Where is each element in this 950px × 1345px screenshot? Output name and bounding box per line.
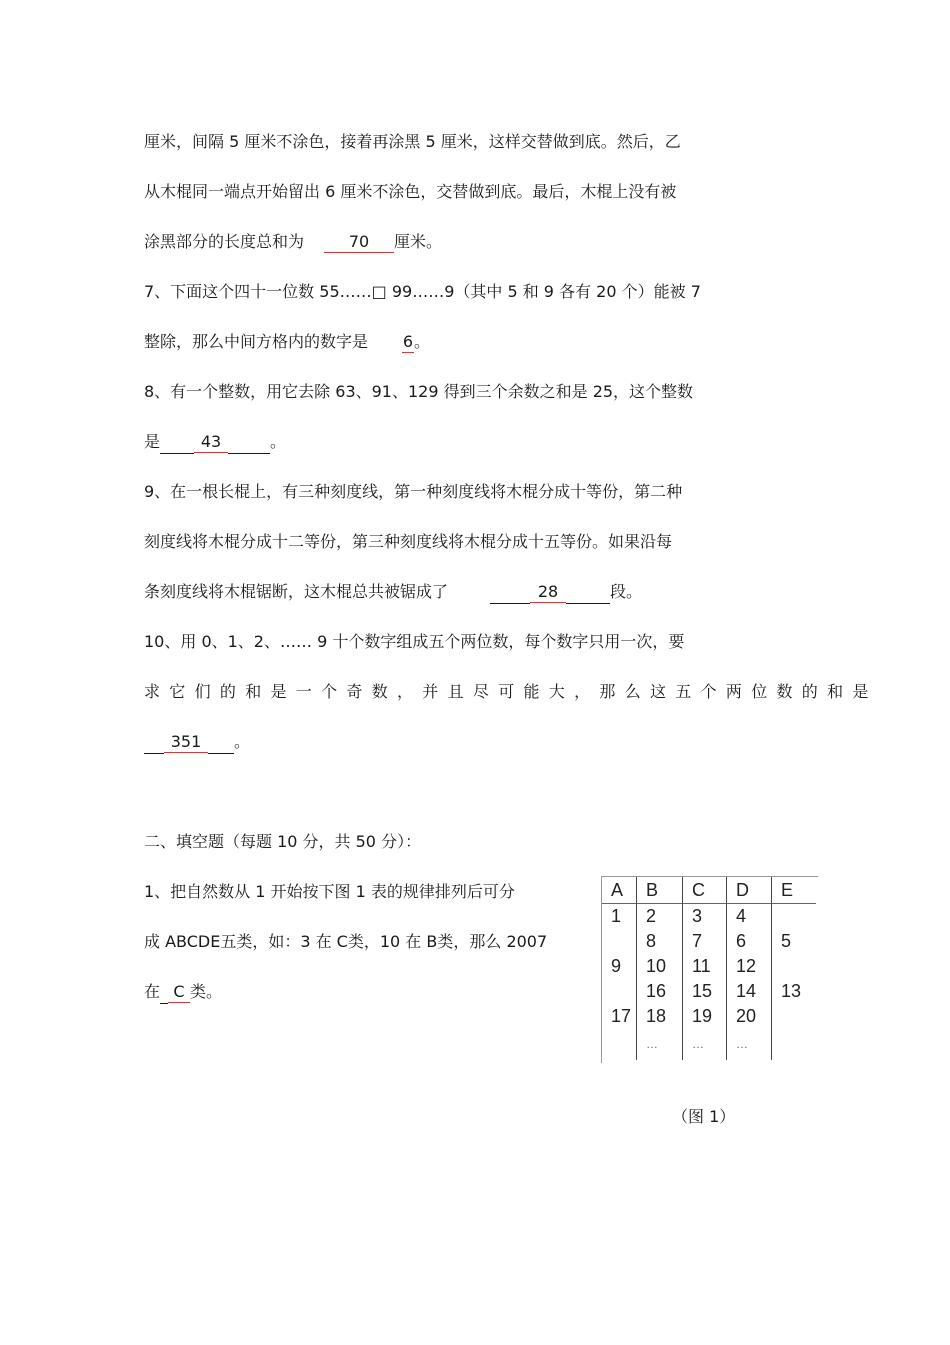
- fig-cell: 17: [602, 1004, 637, 1028]
- fig-cell: 12: [727, 954, 772, 979]
- fig-cell: [772, 1004, 816, 1028]
- q7-answer: 6: [402, 332, 414, 351]
- q8-line-2: [144, 431, 286, 454]
- fig-header-b: B: [637, 877, 683, 904]
- q10-line-3: [144, 731, 250, 754]
- figure-1-caption: （图 1）: [672, 1107, 736, 1126]
- figure-1-table: [601, 876, 818, 1063]
- fig-cell: 14: [727, 979, 772, 1004]
- fig-cell: 13: [781, 981, 802, 1001]
- q6-line-3-text: 涂黑部分的长度总和为: [144, 232, 305, 251]
- q9-answer: 28: [530, 582, 566, 603]
- q10-line-2: 求它们的和是一个奇数，并且尽可能大，那么这五个两位数的和是: [144, 682, 878, 701]
- fig-cell: 7: [683, 929, 727, 954]
- fig-cell: [772, 1028, 816, 1060]
- fig-cell: 5: [781, 931, 792, 951]
- fig-header-a: A: [602, 877, 637, 904]
- fig-cell: 1: [602, 904, 637, 929]
- q9-line-3-text: 条刻度线将木棍锯断，这木棍总共被锯成了: [144, 582, 449, 601]
- q7-line-2-text: 整除，那么中间方格内的数字是: [144, 332, 369, 351]
- fig-header-c: C: [683, 877, 727, 904]
- fig-cell: 3: [683, 904, 727, 929]
- q9-line-3-suffix: 段。: [610, 582, 643, 601]
- fig-cell: 6: [727, 929, 772, 954]
- q6-line-3-suffix: 厘米。: [394, 232, 443, 251]
- fig-cell: 16: [637, 979, 683, 1004]
- q6-answer: 70: [324, 232, 394, 253]
- q9-line-1: 9、在一根长棍上，有三种刻度线，第一种刻度线将木棍分成十等份，第二种: [144, 482, 683, 501]
- fig-cell: 19: [683, 1004, 727, 1028]
- q8-line-2-text: 是: [144, 432, 161, 451]
- fig-cell-ellipsis: …: [683, 1028, 727, 1060]
- s2-q1-line-1: 1、把自然数从 1 开始按下图 1 表的规律排列后可分: [144, 882, 515, 901]
- q8-line-2-suffix: 。: [270, 432, 287, 451]
- fig-cell: [772, 904, 816, 929]
- section-2-heading: 二、填空题（每题 10 分，共 50 分）：: [144, 832, 422, 851]
- q6-line-2: 从木棍同一端点开始留出 6 厘米不涂色，交替做到底。最后，木棍上没有被: [144, 182, 677, 201]
- fig-cell-ellipsis: …: [637, 1028, 683, 1060]
- q6-line-3: [144, 231, 442, 253]
- fig-cell: [602, 979, 637, 1004]
- fig-cell: 9: [602, 954, 637, 979]
- fig-cell: 15: [683, 979, 727, 1004]
- fig-cell-ellipsis: …: [727, 1028, 772, 1060]
- q8-answer: 43: [194, 432, 228, 453]
- q7-line-2: [144, 331, 430, 353]
- fig-cell: 2: [637, 904, 683, 929]
- q9-line-3: [144, 581, 642, 604]
- s2-q1-line-3: [144, 981, 222, 1004]
- s2-q1-answer: C: [168, 982, 190, 1003]
- fig-header-d: D: [727, 877, 772, 904]
- fig-cell: 4: [727, 904, 772, 929]
- q7-line-1: 7、下面这个四十一位数 55……□ 99……9（其中 5 和 9 各有 20 个）能被 7: [144, 282, 701, 301]
- q10-line-1: 10、用 0、1、2、…… 9 十个数字组成五个两位数，每个数字只用一次，要: [144, 632, 685, 651]
- q9-line-2: 刻度线将木棍分成十二等份，第三种刻度线将木棍分成十五等份。如果沿每: [144, 532, 673, 551]
- fig-cell: [772, 954, 816, 979]
- fig-header-e: E: [772, 877, 816, 904]
- q10-answer: 351: [164, 732, 208, 753]
- q6-line-1: 厘米，间隔 5 厘米不涂色，接着再涂黑 5 厘米，这样交替做到底。然后，乙: [144, 132, 681, 151]
- fig-cell: 11: [683, 954, 727, 979]
- q8-line-1: 8、有一个整数，用它去除 63、91、129 得到三个余数之和是 25，这个整数: [144, 382, 694, 401]
- fig-cell: 20: [727, 1004, 772, 1028]
- fig-cell: 10: [637, 954, 683, 979]
- s2-q1-line-3-text: 在: [144, 982, 161, 1001]
- fig-cell: 18: [637, 1004, 683, 1028]
- fig-cell: 8: [637, 929, 683, 954]
- fig-cell: [602, 929, 637, 954]
- fig-cell: [602, 1028, 637, 1060]
- q10-line-3-suffix: 。: [234, 732, 251, 751]
- s2-q1-line-2: 成 ABCDE五类，如：3 在 C类，10 在 B类，那么 2007: [144, 932, 548, 951]
- q7-line-2-suffix: 。: [414, 332, 431, 351]
- s2-q1-line-3-suffix: 类。: [190, 982, 223, 1001]
